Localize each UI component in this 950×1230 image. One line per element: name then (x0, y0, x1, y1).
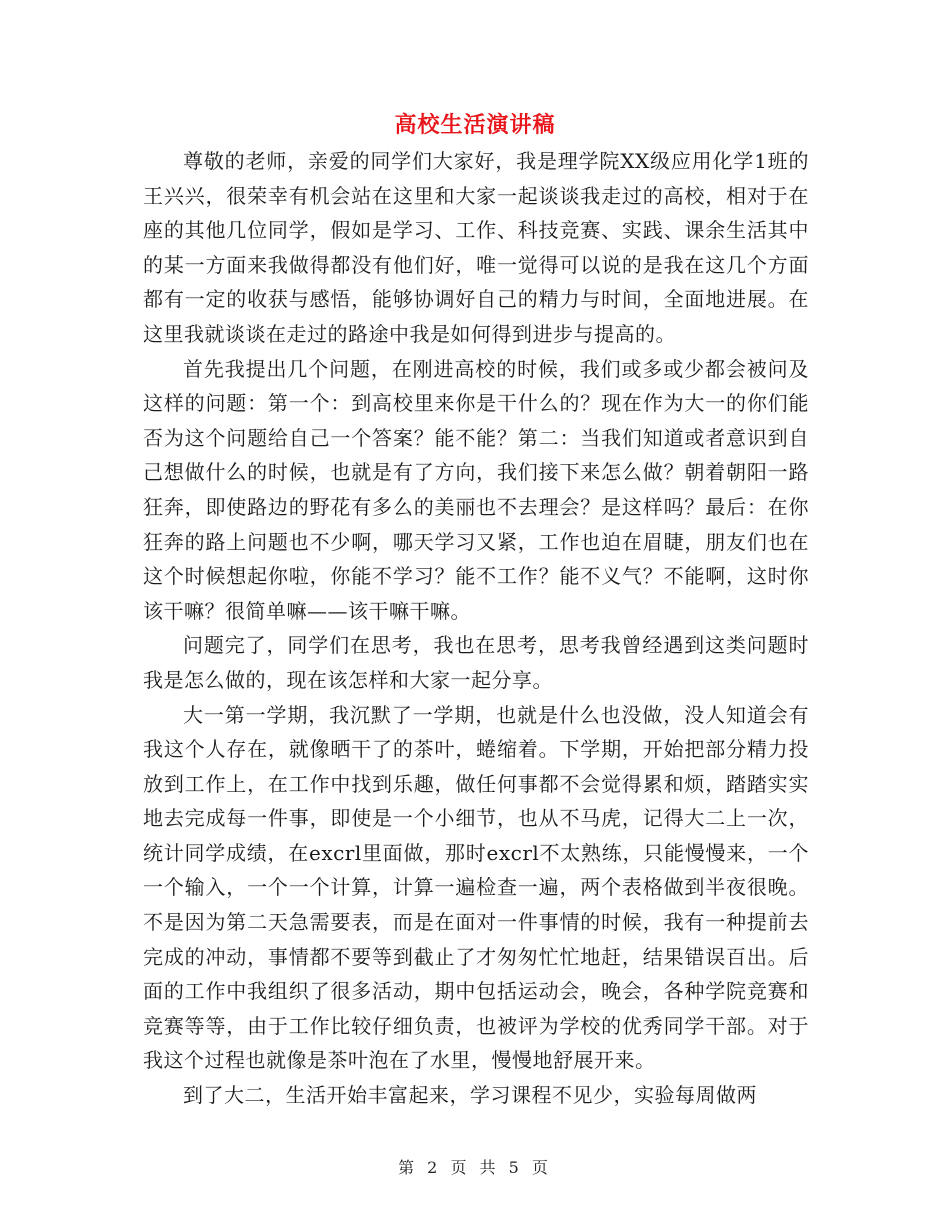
paragraph-3: 问题完了，同学们在思考，我也在思考，思考我曾经遇到这类问题时我是怎么做的，现在该怎样和大家一起分享。 (143, 633, 809, 692)
document-title: 高校生活演讲稿 (394, 112, 556, 138)
paragraph-4: 大一第一学期，我沉默了一学期，也就是什么也没做，没人知道会有我这个人存在，就像晒干了的茶叶，蜷缩着。下学期，开始把部分精力投放到工作上，在工作中找到乐趣，做任何事都不会觉得累和烦，踏踏实实地去完成每一件事，即使是一个小细节，也从不马虎，记得大二上一次，统计同学成绩，在excrl里面做，那时excrl不太熟练，只能慢慢来，一个一个输入，一个一个计算，计算一遍检查一遍，两个表格做到半夜很晚。不是因为第二天急需要表，而是在面对一件事情的时候，我有一种提前去完成的冲动，事情都不要等到截止了才匆匆忙忙地赶，结果错误百出。后面的工作中我组织了很多活动，期中包括运动会，晚会，各种学院竞赛和竞赛等等，由于工作比较仔细负责，也被评为学校的优秀同学干部。对于我这个过程也就像是茶叶泡在了水里，慢慢地舒展开来。 (143, 702, 809, 1073)
paragraph-2: 首先我提出几个问题，在刚进高校的时候，我们或多或少都会被问及这样的问题：第一个：到高校里来你是干什么的？现在作为大一的你们能否为这个问题给自己一个答案？能不能？第二：当我们知道或者意识到自己想做什么的时候，也就是有了方向，我们接下来怎么做？朝着朝阳一路狂奔，即使路边的野花有多么的美丽也不去理会？是这样吗？最后：在你狂奔的路上问题也不少啊，哪天学习又紧，工作也迫在眉睫，朋友们也在这个时候想起你啦，你能不学习？能不工作？能不义气？不能啊，这时你该干嘛？很简单嘛——该干嘛干嘛。 (143, 356, 809, 623)
page-number-footer: 第 2 页 共 5 页 (398, 1158, 552, 1177)
paragraph-5: 到了大二，生活开始丰富起来，学习课程不见少，实验每周做两 (183, 1083, 757, 1108)
document-body (143, 144, 809, 1113)
paragraph-1: 尊敬的老师，亲爱的同学们大家好，我是理学院XX级应用化学1班的王兴兴，很荣幸有机会站在这里和大家一起谈谈我走过的高校，相对于在座的其他几位同学，假如是学习、工作、科技竞赛、实践、课余生活其中的某一方面来我做得都没有他们好，唯一觉得可以说的是我在这几个方面都有一定的收获与感悟，能够协调好自己的精力与时间，全面地进展。在这里我就谈谈在走过的路途中我是如何得到进步与提高的。 (143, 149, 809, 346)
